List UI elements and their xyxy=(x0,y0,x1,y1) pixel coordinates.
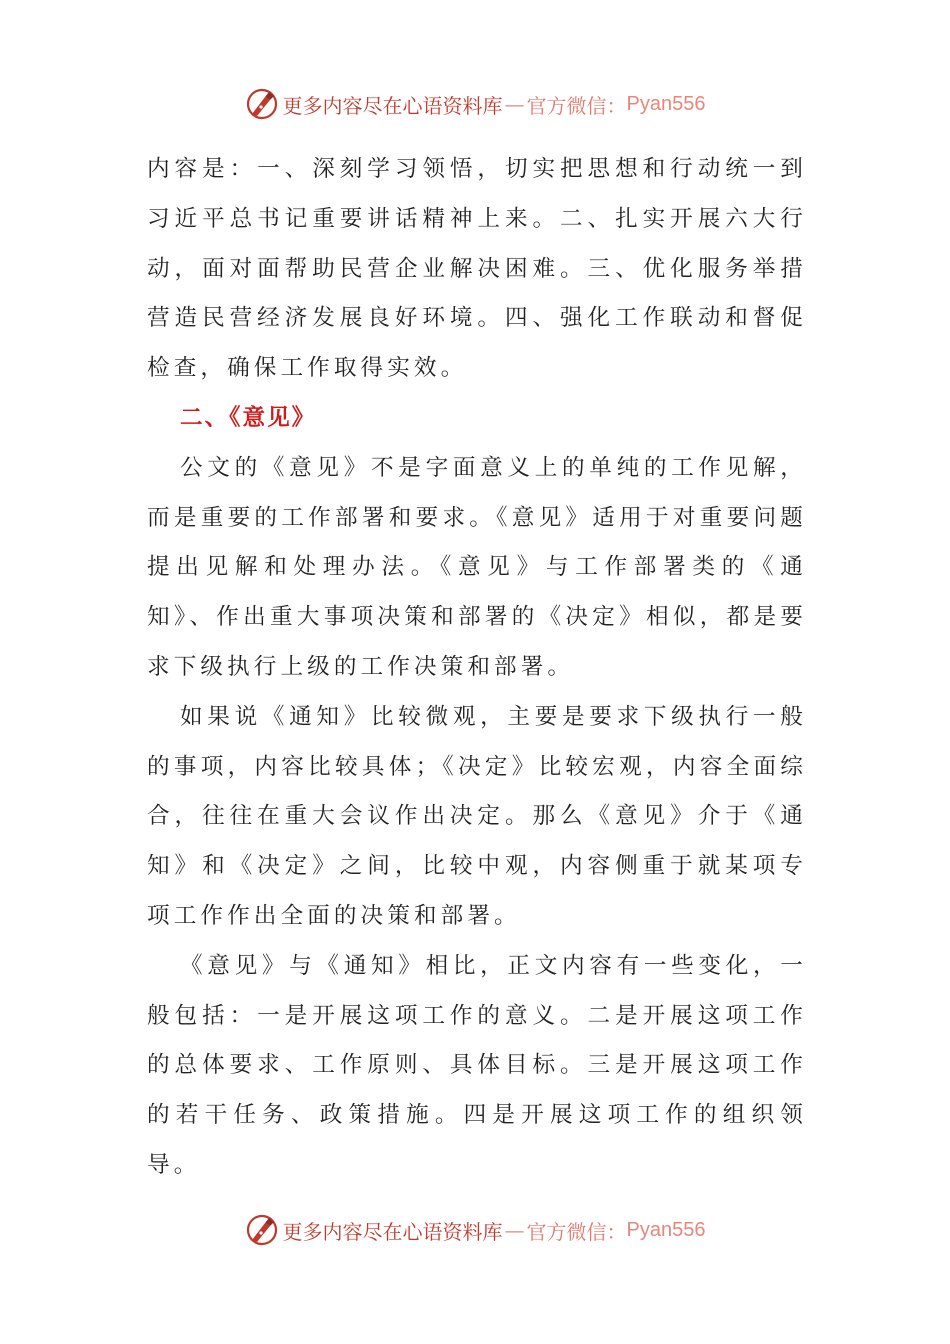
document-body xyxy=(147,145,807,1191)
watermark-label: 官方微信： xyxy=(526,1219,627,1244)
watermark-dash: — xyxy=(504,92,525,116)
section-heading: 二、《意见》 xyxy=(180,404,317,431)
paragraph-intro: 内容是：一、深刻学习领悟，切实把思想和行动统一到习近平总书记重要讲话精神上来。二、扎实开展六大行动，面对面帮助民营企业解决困难。三、优化服务举措营造民营经济发展良好环境。四、强化工作联动和督促检查，确保工作取得实效。 xyxy=(147,156,807,382)
footer-watermark xyxy=(0,1210,950,1250)
watermark-label: 官方微信： xyxy=(526,93,627,118)
paragraph-comparison: 如果说《通知》比较微观，主要是要求下级执行一般的事项，内容比较具体；《决定》比较宏观，内容全面综合，往往在重大会议作出决定。那么《意见》介于《通知》和《决定》之间，比较中观，内容侧重于就某项专项工作作出全面的决策和部署。 xyxy=(147,703,807,929)
watermark-wechat-id: Pyan556 xyxy=(626,1218,706,1241)
watermark-brand: 更多内容尽在心语资料库 xyxy=(282,1219,503,1244)
header-watermark xyxy=(0,84,950,124)
watermark-dash: — xyxy=(504,1218,525,1242)
paragraph-structure: 《意见》与《通知》相比，正文内容有一些变化，一般包括：一是开展这项工作的意义。二是开展这项工作的总体要求、工作原则、具体目标。三是开展这项工作的若干任务、政策措施。四是开展这项工作的组织领导。 xyxy=(147,952,807,1178)
paragraph-definition: 公文的《意见》不是字面意义上的单纯的工作见解，而是重要的工作部署和要求。《意见》适用于对重要问题提出见解和处理办法。《意见》与工作部署类的《通知》、作出重大事项决策和部署的《决定》相似，都是要求下级执行上级的工作决策和部署。 xyxy=(147,454,807,680)
pen-nib-logo-icon xyxy=(245,1213,279,1247)
watermark-wechat-id: Pyan556 xyxy=(626,92,706,115)
watermark-brand: 更多内容尽在心语资料库 xyxy=(282,93,503,118)
pen-nib-logo-icon xyxy=(245,87,279,121)
